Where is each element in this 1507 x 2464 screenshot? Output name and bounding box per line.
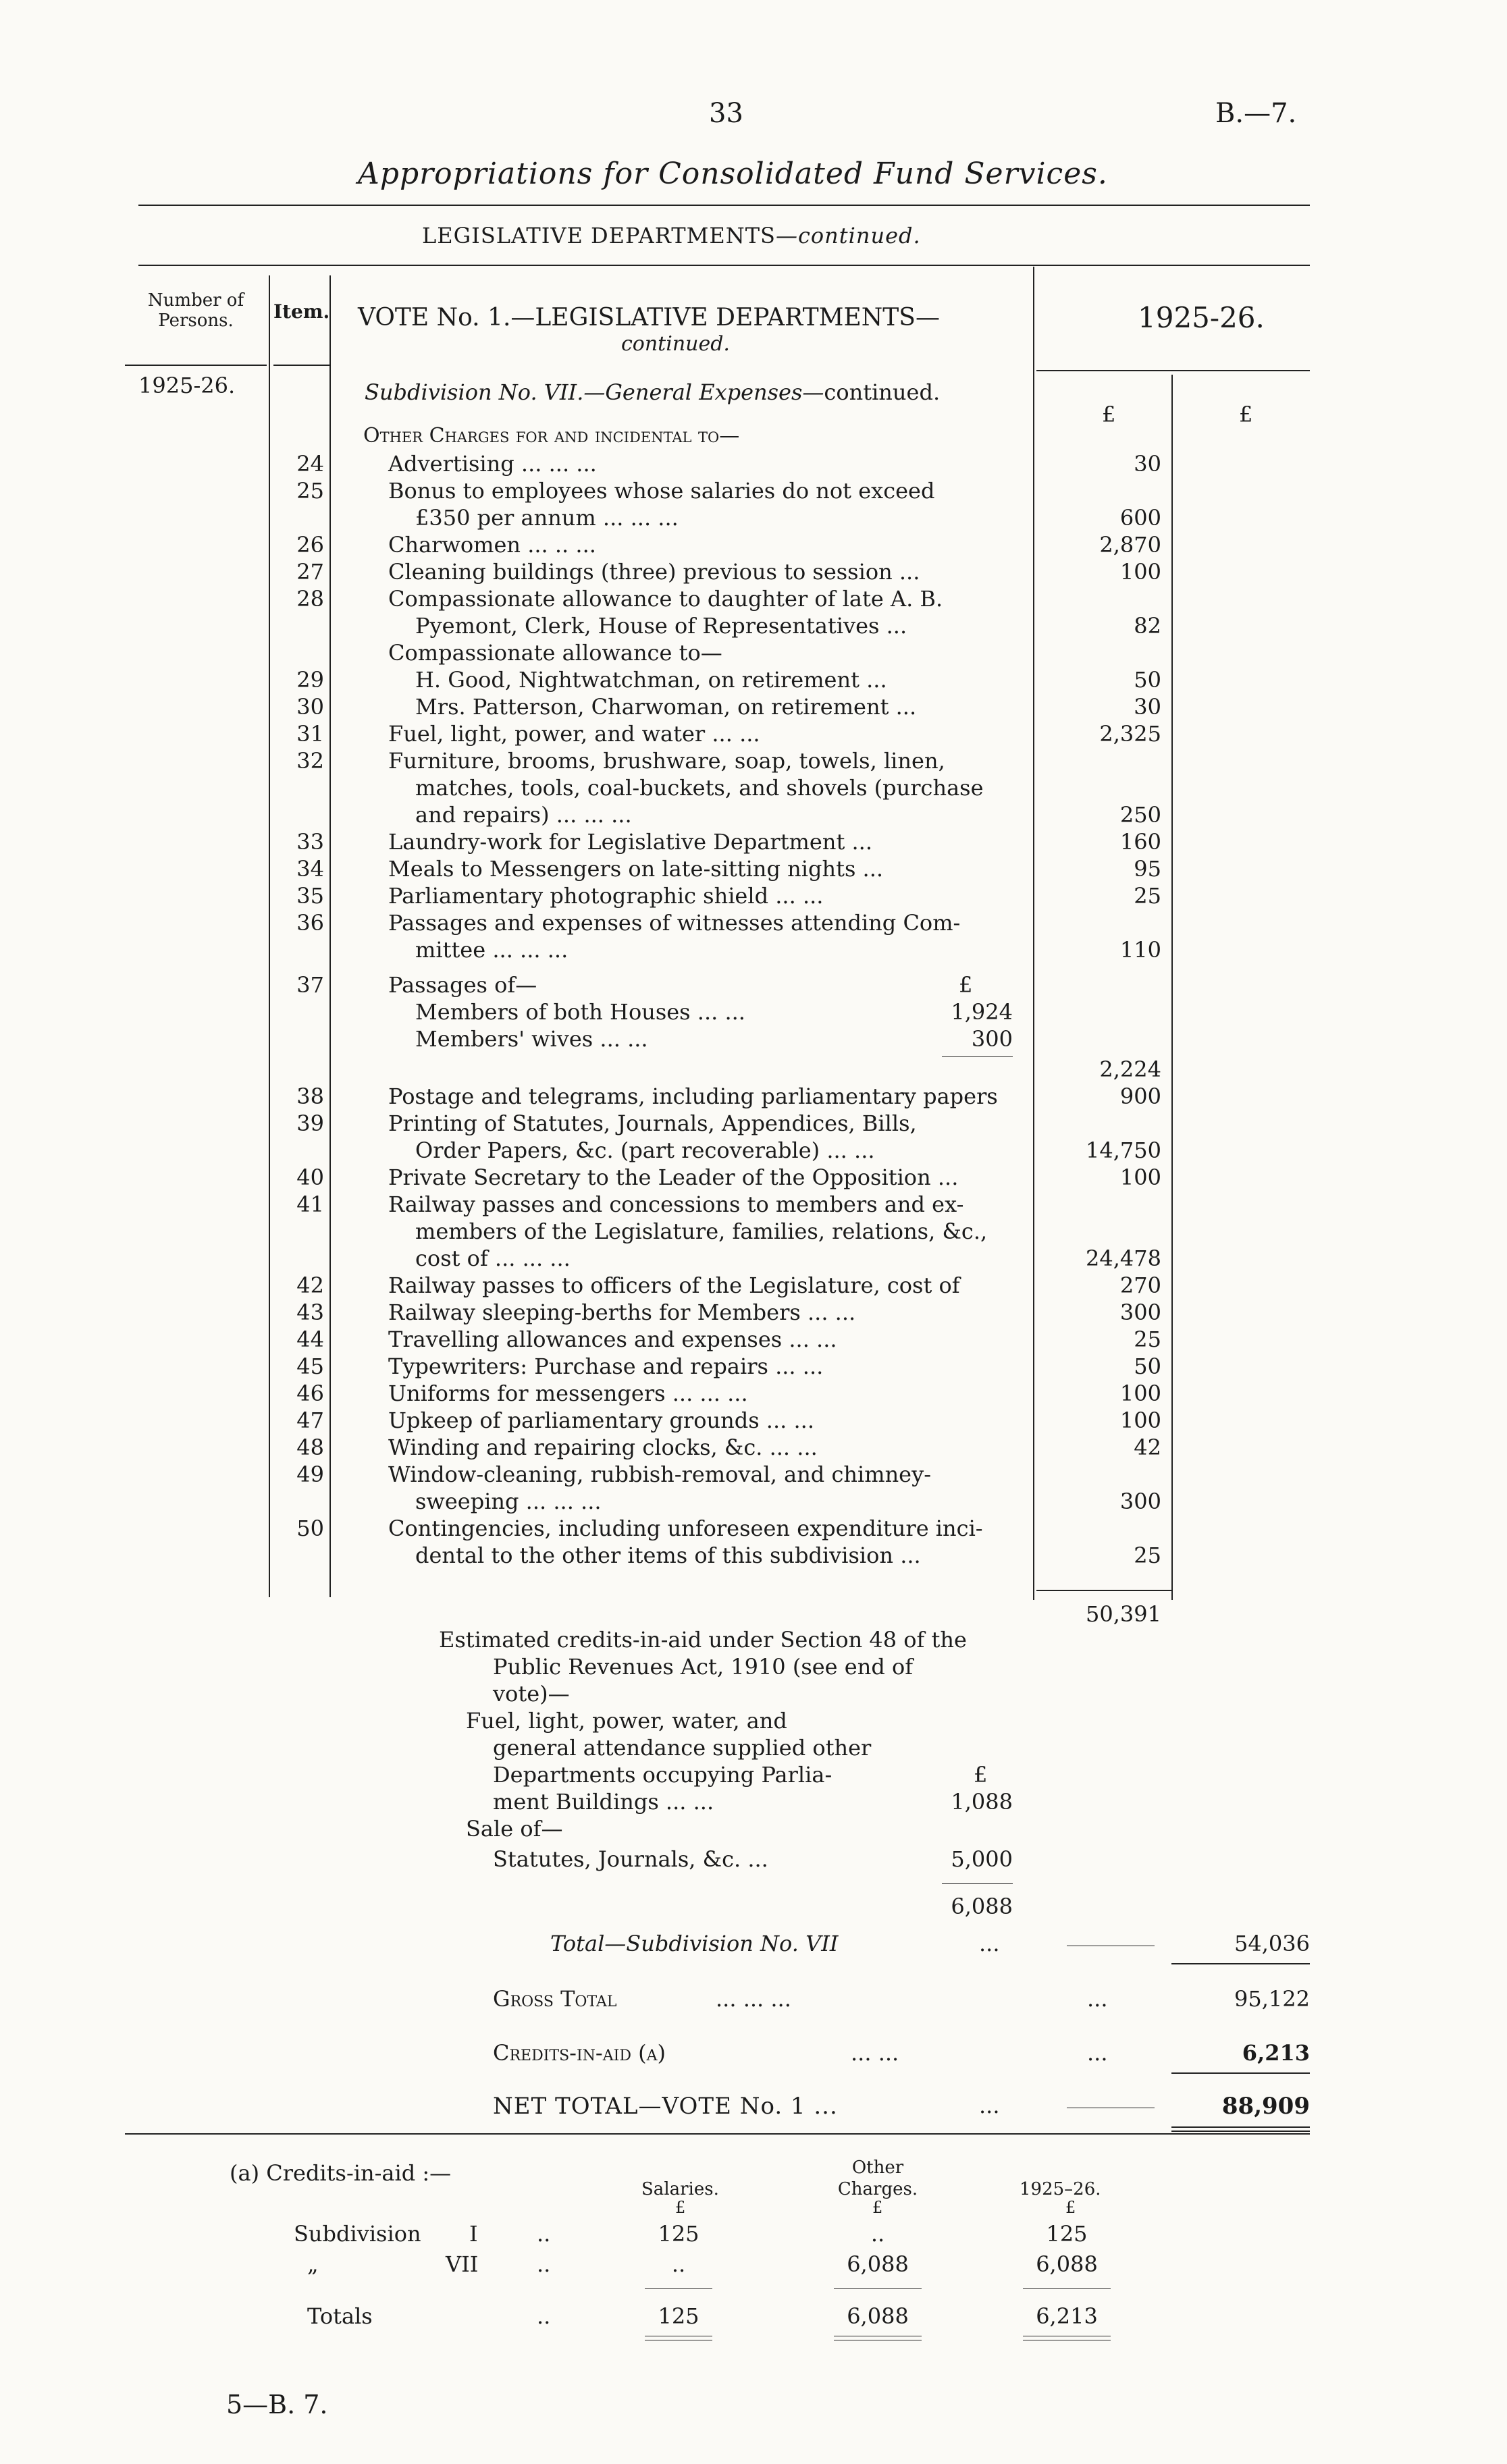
section-heading	[422, 223, 921, 248]
footnote-rule-salaries	[645, 2288, 712, 2289]
item-amount: 100	[1119, 1164, 1161, 1190]
item-description-line: Railway passes to officers of the Legislature, cost of	[388, 1273, 960, 1298]
footnote-title: (a) Credits-in-aid :—	[230, 2160, 452, 2186]
item-description-line: Contingencies, including unforeseen expenditure inci-	[388, 1516, 983, 1541]
item-number-24: 24	[296, 451, 324, 477]
item-description-line: Fuel, light, power, and water ... ...	[388, 721, 760, 747]
net-total-rule-2	[1171, 2131, 1310, 2132]
footnote-row2-total: 6,088	[1036, 2251, 1098, 2277]
item-description-line: Bonus to employees whose salaries do not exceed	[388, 478, 935, 504]
item-amount: 600	[1119, 505, 1161, 531]
item-description-line: Passages and expenses of witnesses attending Com-	[388, 910, 961, 936]
item-number-43: 43	[296, 1300, 324, 1325]
item-description-line: H. Good, Nightwatchman, on retirement ...	[415, 667, 887, 693]
passages-total: 2,224	[1099, 1056, 1161, 1082]
credits-in-aid-dots: ... ...	[851, 2040, 899, 2066]
column-header-year: 1925-26.	[1138, 301, 1265, 334]
page-title: Appropriations for Consolidated Fund Services.	[358, 157, 1108, 191]
item-number-25: 25	[296, 478, 324, 504]
net-total-dots: ...	[979, 2093, 1000, 2118]
page-number: 33	[709, 98, 743, 129]
subdivision-total-amount: 54,036	[1234, 1931, 1310, 1956]
credits-note-line4: Fuel, light, power, water, and	[466, 1708, 787, 1734]
vote-title-continued: continued.	[621, 332, 730, 356]
year-label-left: 1925-26.	[138, 373, 236, 398]
gross-total-mid-dots: ...	[1087, 1986, 1108, 2012]
footnote-totals-label: Totals	[307, 2303, 373, 2329]
item-amount: 100	[1119, 559, 1161, 585]
item-number-50: 50	[296, 1516, 324, 1541]
item-description-line: Mrs. Patterson, Charwoman, on retirement ...	[415, 694, 917, 720]
item-description-line: matches, tools, coal-buckets, and shovels (purchase	[415, 775, 984, 801]
item-amount: 2,870	[1099, 532, 1161, 558]
footnote-row1-other: ..	[870, 2221, 885, 2247]
credits-note-line8: Sale of—	[466, 1816, 563, 1842]
vote-title: VOTE No. 1.—LEGISLATIVE DEPARTMENTS—	[358, 304, 940, 331]
item-description-line: Postage and telegrams, including parliamentary papers	[388, 1083, 998, 1109]
credits-note-line1: Estimated credits-in-aid under Section 48 of the	[439, 1627, 967, 1653]
item-description-line: Travelling allowances and expenses ... ...	[388, 1327, 837, 1352]
section-name: LEGISLATIVE DEPARTMENTS	[422, 223, 776, 248]
item-description-line: and repairs) ... ... ...	[415, 802, 632, 828]
credits-note-line5: general attendance supplied other	[493, 1735, 872, 1761]
subdivision-total-rule	[1171, 1963, 1310, 1964]
passages-wives-amount: 300	[971, 1026, 1013, 1052]
passages-wives-label: Members' wives ... ...	[415, 1026, 648, 1052]
footnote-rule-year	[1023, 2288, 1111, 2289]
item-description-line: dental to the other items of this subdivision ...	[415, 1543, 921, 1568]
item-number-47: 47	[296, 1408, 324, 1433]
item-amount: 82	[1134, 613, 1161, 639]
item-amount: 50	[1134, 667, 1161, 693]
credits-note-amount1: 1,088	[951, 1789, 1013, 1815]
item-description-line: Window-cleaning, rubbish-removal, and chimney-	[388, 1462, 931, 1487]
footnote-row1-dots: ..	[537, 2221, 551, 2247]
item-description-line: Charwomen ... .. ...	[388, 532, 596, 558]
credits-note-line6: Departments occupying Parlia-	[493, 1762, 832, 1788]
column-rule-description	[1033, 267, 1034, 1600]
column-rule-item	[329, 275, 331, 1597]
item-description-line: Meals to Messengers on late-sitting nights ...	[388, 856, 884, 882]
net-total-label: NET TOTAL—VOTE No. 1 ...	[493, 2093, 838, 2120]
item-number-34: 34	[296, 856, 324, 882]
item-description-line: mittee ... ... ...	[415, 937, 569, 963]
footnote-col-salaries: Salaries.	[641, 2179, 719, 2199]
item-description-line: Advertising ... ... ...	[388, 451, 597, 477]
document-reference: B.—7.	[1215, 98, 1297, 129]
item-number-30: 30	[296, 694, 324, 720]
item-amount: 250	[1119, 802, 1161, 828]
footnote-row2-dots: ..	[537, 2251, 551, 2277]
item-amount: 25	[1134, 1327, 1161, 1352]
item-description-line: Printing of Statutes, Journals, Appendices, Bills,	[388, 1110, 917, 1136]
item-description-line: sweeping ... ... ...	[415, 1489, 602, 1514]
subdivision-total-dots: ...	[979, 1931, 1000, 1956]
net-total-rule	[1171, 2126, 1310, 2128]
footnote-col-year: 1925–26.	[1020, 2179, 1101, 2199]
footnote-col-other-1: Other	[851, 2158, 904, 2178]
pound-sign-total: £	[1239, 402, 1253, 427]
credits-note-line7: ment Buildings ... ...	[493, 1789, 714, 1815]
item-description-line: Railway passes and concessions to members and ex-	[388, 1191, 964, 1217]
item-amount: 270	[1119, 1273, 1161, 1298]
item-amount: 25	[1134, 1543, 1161, 1568]
item-amount: 160	[1119, 829, 1161, 855]
column-header-item: Item.	[273, 300, 330, 323]
item-description-line: Order Papers, &c. (part recoverable) ... ...	[415, 1137, 875, 1163]
subtotal-rule	[1036, 1590, 1171, 1591]
footnote-row2-other: 6,088	[847, 2251, 909, 2277]
footnote-pound-salaries: £	[675, 2198, 686, 2217]
item-number-28: 28	[296, 586, 324, 612]
footnote-rule-other	[834, 2288, 922, 2289]
item-description-line: £350 per annum ... ... ...	[415, 505, 679, 531]
column-rule-amount	[1171, 375, 1173, 1600]
item-number-48: 48	[296, 1435, 324, 1460]
item-description-line: Cleaning buildings (three) previous to session ...	[388, 559, 920, 585]
item-description-line: members of the Legislature, families, relations, &c.,	[415, 1218, 988, 1244]
item-number-49: 49	[296, 1462, 324, 1487]
column-header-number-of-persons: Number of Persons.	[147, 290, 244, 331]
item-amount: 30	[1134, 694, 1161, 720]
credits-note-line2: Public Revenues Act, 1910 (see end of	[493, 1654, 914, 1680]
subdivision-heading	[365, 379, 940, 405]
table-bottom-rule	[125, 2133, 1310, 2135]
credits-in-aid-amount: 6,213	[1242, 2040, 1310, 2066]
item-amount: 95	[1134, 856, 1161, 882]
subtotal-amount: 50,391	[1086, 1601, 1161, 1627]
credits-in-aid-total	[493, 2040, 666, 2066]
item-amount: 2,325	[1099, 721, 1161, 747]
item-amount: 24,478	[1086, 1246, 1161, 1271]
subdivision-total-label: Total—Subdivision No. VII	[550, 1931, 839, 1956]
item-description-line: Compassionate allowance to—	[388, 640, 722, 666]
item-description-line: Private Secretary to the Leader of the Opposition ...	[388, 1164, 959, 1190]
gross-total-label: Gross Total	[493, 1986, 617, 2012]
item-number-44: 44	[296, 1327, 324, 1352]
footnote-row2-num: VII	[446, 2251, 479, 2277]
item-amount: 50	[1134, 1354, 1161, 1379]
subdivision-label: Subdivision No. VII.—General Expenses—	[365, 379, 824, 405]
item-description-line: Railway sleeping-berths for Members ... ...	[388, 1300, 856, 1325]
credits-note-line3: vote)—	[493, 1681, 570, 1707]
item-number-26: 26	[296, 532, 324, 558]
footnote-row2-salaries: ..	[671, 2251, 686, 2277]
item-description-line: Furniture, brooms, brushware, soap, towels, linen,	[388, 748, 945, 774]
footnote-totals-dots: ..	[537, 2303, 551, 2329]
item-description-line: Compassionate allowance to daughter of late A. B.	[388, 586, 943, 612]
credits-note-sum-rule	[942, 1883, 1013, 1884]
item-description-line: Laundry-work for Legislative Department ...	[388, 829, 872, 855]
printer-signature: 5—B. 7.	[226, 2390, 328, 2419]
other-charges-heading: Other Charges for and incidental to—	[363, 424, 740, 448]
net-total-amount: 88,909	[1221, 2093, 1310, 2120]
gross-total-dots: ... ... ...	[716, 1986, 791, 2012]
item-number-38: 38	[296, 1083, 324, 1109]
gross-total-amount: 95,122	[1234, 1986, 1310, 2012]
item-number-41: 41	[296, 1191, 324, 1217]
item-number-32: 32	[296, 748, 324, 774]
item-amount: 300	[1119, 1489, 1161, 1514]
header-rule-item	[273, 365, 331, 366]
item-description-line: Winding and repairing clocks, &c. ... ...	[388, 1435, 818, 1460]
item-number-42: 42	[296, 1273, 324, 1298]
item-amount: 300	[1119, 1300, 1161, 1325]
credits-in-aid-mid-dots: ...	[1087, 2040, 1108, 2066]
item-amount: 110	[1119, 937, 1161, 963]
credits-note-pound: £	[974, 1762, 988, 1788]
passages-members-amount: 1,924	[951, 999, 1013, 1025]
item-number-33: 33	[296, 829, 324, 855]
item-number-45: 45	[296, 1354, 324, 1379]
subdivision-continued: continued.	[824, 379, 941, 405]
passages-sum-rule	[942, 1056, 1013, 1057]
item-amount: 30	[1134, 451, 1161, 477]
footnote-row1-total: 125	[1046, 2221, 1088, 2247]
item-number-37: 37	[296, 972, 324, 998]
section-continued: —continued.	[775, 223, 921, 248]
passages-members-label: Members of both Houses ... ...	[415, 999, 745, 1025]
item-description-line: cost of ... ... ...	[415, 1246, 571, 1271]
footnote-totals-total: 6,213	[1036, 2303, 1098, 2329]
footnote-pound-other: £	[872, 2198, 883, 2217]
item-description-line: Uniforms for messengers ... ... ...	[388, 1381, 748, 1406]
footnote-row1-label: Subdivision	[294, 2221, 421, 2247]
item-number-36: 36	[296, 910, 324, 936]
item-amount: 42	[1134, 1435, 1161, 1460]
pound-sign-amount: £	[1102, 402, 1116, 427]
item-amount: 25	[1134, 883, 1161, 909]
footnote-row2-label: „	[307, 2251, 319, 2277]
credits-note-amount2: 5,000	[951, 1846, 1013, 1872]
credits-note-line9: Statutes, Journals, &c. ...	[493, 1846, 768, 1872]
header-rule-amount	[1036, 370, 1310, 371]
credits-in-aid-rule	[1171, 2072, 1310, 2074]
section-rule	[138, 265, 1310, 266]
item-amount: 14,750	[1086, 1137, 1161, 1163]
item-amount: 100	[1119, 1408, 1161, 1433]
title-rule	[138, 205, 1310, 206]
credits-note-sum: 6,088	[951, 1894, 1013, 1919]
footnote-row1-salaries: 125	[658, 2221, 699, 2247]
credits-in-aid-label: Credits-in-aid (a)	[493, 2040, 666, 2066]
item-number-39: 39	[296, 1110, 324, 1136]
item-description-line: Parliamentary photographic shield ... ...	[388, 883, 824, 909]
passages-pound: £	[959, 972, 973, 998]
item-description-line: Pyemont, Clerk, House of Representatives ...	[415, 613, 907, 639]
item-number-29: 29	[296, 667, 324, 693]
footnote-totals-salaries: 125	[658, 2303, 699, 2329]
passages-label: Passages of—	[388, 972, 537, 998]
item-description-line: Upkeep of parliamentary grounds ... ...	[388, 1408, 814, 1433]
footnote-col-other-2: Charges.	[837, 2179, 918, 2199]
footnote-pound-year: £	[1065, 2198, 1076, 2217]
item-amount: 100	[1119, 1381, 1161, 1406]
item-amount: 900	[1119, 1083, 1161, 1109]
item-description-line: Typewriters: Purchase and repairs ... ...	[388, 1354, 824, 1379]
item-number-27: 27	[296, 559, 324, 585]
header-rule-left	[125, 365, 267, 366]
item-number-46: 46	[296, 1381, 324, 1406]
item-number-31: 31	[296, 721, 324, 747]
footnote-totals-other: 6,088	[847, 2303, 909, 2329]
item-number-40: 40	[296, 1164, 324, 1190]
footnote-row1-num: I	[469, 2221, 478, 2247]
item-number-35: 35	[296, 883, 324, 909]
